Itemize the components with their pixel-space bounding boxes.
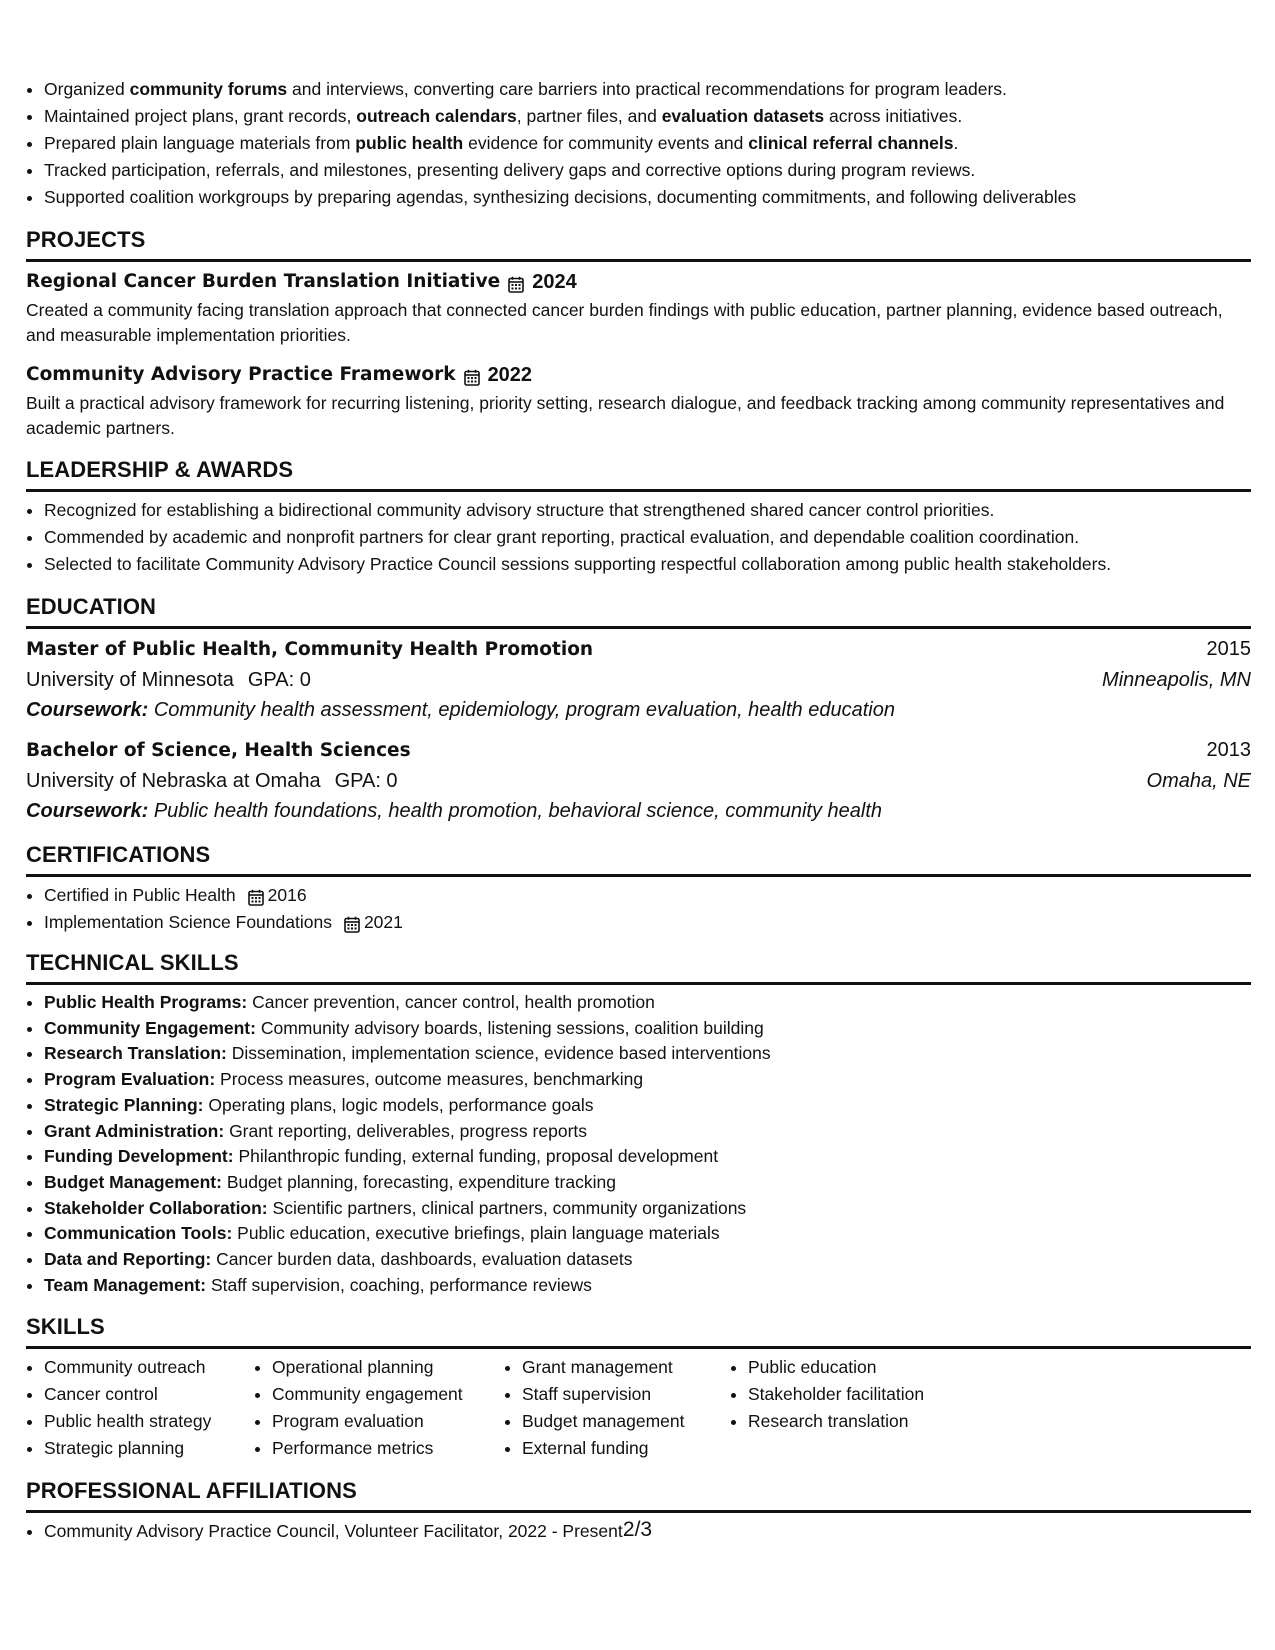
skill-item: • Stakeholder facilitation [748, 1381, 978, 1408]
education-header-row [26, 735, 1251, 766]
section-heading-certifications: CERTIFICATIONS [26, 840, 1251, 877]
coursework [26, 796, 1251, 826]
text-run: . [953, 133, 959, 153]
technical-skills-list [26, 990, 1251, 1298]
skills-column [504, 1354, 730, 1462]
certification [44, 909, 403, 936]
skills-section [26, 1312, 1251, 1462]
skills-column [254, 1354, 504, 1462]
certifications-list [26, 882, 1251, 936]
projects-list [26, 268, 1251, 441]
calendar-icon [248, 887, 264, 904]
skill-values: Dissemination, implementation science, evidence based interventions [231, 1043, 771, 1064]
technical-skill-item [44, 1221, 1251, 1247]
project-year: 2022 [487, 364, 533, 386]
skill-values: Budget planning, forecasting, expenditure tracking [226, 1171, 616, 1192]
school-name: University of Minnesota [26, 669, 234, 691]
bold-phrase: community forums [129, 79, 288, 99]
bold-phrase: public health [355, 133, 464, 153]
skill-values: Grant reporting, deliverables, progress reports [229, 1120, 588, 1141]
skill-item: • Program evaluation [272, 1408, 504, 1435]
technical-skill-item [44, 1067, 1251, 1093]
skill-item: • Grant management [522, 1354, 730, 1381]
technical-skill-item [44, 1016, 1251, 1042]
leadership-list [26, 497, 1251, 578]
page-number: 2/3 [622, 1518, 653, 1541]
resume-page [26, 76, 1251, 1545]
graduation-year: 2013 [1206, 739, 1251, 761]
project-title-row [26, 268, 1251, 296]
calendar-icon [508, 274, 524, 291]
skill-item: • Operational planning [272, 1354, 504, 1381]
skill-item: • Performance metrics [272, 1435, 504, 1462]
education-list [26, 634, 1251, 826]
skills-column [26, 1354, 254, 1462]
calendar-icon [344, 914, 360, 931]
section-heading-education: EDUCATION [26, 592, 1251, 629]
skill-item: • Staff supervision [522, 1381, 730, 1408]
section-heading-projects: PROJECTS [26, 225, 1251, 262]
skill-item: • External funding [522, 1435, 730, 1462]
experience-bullets [26, 76, 1251, 211]
technical-skill-item [44, 1119, 1251, 1145]
bold-phrase: evaluation datasets [661, 106, 825, 126]
skill-item: • Public education [748, 1354, 978, 1381]
section-heading-affiliations: PROFESSIONAL AFFILIATIONS [26, 1476, 1251, 1513]
section-heading-skills: SKILLS [26, 1312, 1251, 1349]
project-title: Community Advisory Practice Framework [26, 364, 456, 385]
certification-year: 2016 [267, 885, 307, 905]
list-item [44, 76, 1251, 103]
calendar-icon [464, 367, 480, 384]
skill-values: Staff supervision, coaching, performance reviews [210, 1274, 592, 1295]
education-school-row [26, 766, 1251, 796]
skill-category: Stakeholder Collaboration: [44, 1197, 268, 1218]
coursework-label: Coursework: [26, 699, 149, 721]
skill-item: • Strategic planning [44, 1435, 254, 1462]
section-heading-leadership: LEADERSHIP & AWARDS [26, 455, 1251, 492]
skill-category: Research Translation: [44, 1043, 227, 1064]
skill-values: Philanthropic funding, external funding, proposal development [238, 1146, 719, 1167]
text-run: and interviews, converting care barriers into practical recommendations for program leaders. [287, 79, 1007, 99]
education-section [26, 592, 1251, 826]
skill-item: • Research translation [748, 1408, 978, 1435]
skill-category: Budget Management: [44, 1171, 222, 1192]
education-entry [26, 735, 1251, 826]
coursework-label: Coursework: [26, 800, 149, 822]
education-header-row [26, 634, 1251, 665]
project-description: Created a community facing translation approach that connected cancer burden findings with public education, partner planning, evidence based outreach, and measurable implementation priorities. [26, 300, 1223, 345]
skill-category: Funding Development: [44, 1146, 234, 1167]
project-title-row [26, 361, 1251, 389]
certification-name: • Certified in Public Health [44, 885, 236, 905]
skill-values: Scientific partners, clinical partners, community organizations [272, 1197, 747, 1218]
coursework [26, 695, 1251, 725]
text-run: across initiatives. [824, 106, 963, 126]
skill-values: Cancer burden data, dashboards, evaluation datasets [216, 1249, 633, 1270]
education-school-row [26, 665, 1251, 695]
technical-skill-item [44, 1093, 1251, 1119]
skills-grid [26, 1354, 1251, 1462]
skill-category: Team Management: [44, 1274, 207, 1295]
skill-item: • Cancer control [44, 1381, 254, 1408]
skill-category: Data and Reporting: [44, 1249, 212, 1270]
skill-category: Grant Administration: [44, 1120, 225, 1141]
skill-values: Operating plans, logic models, performance goals [208, 1094, 594, 1115]
text-run: Maintained project plans, grant records, [44, 106, 357, 126]
list-item [44, 130, 1251, 157]
list-item: • Recognized for establishing a bidirectional community advisory structure that strengthened shared cancer control priorities. [44, 497, 1251, 524]
skills-column [730, 1354, 978, 1462]
certification-year: 2021 [363, 912, 403, 932]
education-entry [26, 634, 1251, 725]
skill-item: • Community engagement [272, 1381, 504, 1408]
technical-skills-section [26, 948, 1251, 1298]
text-run: evidence for community events and [463, 133, 749, 153]
list-item [44, 184, 1251, 211]
degree: Bachelor of Science, Health Sciences [26, 740, 411, 761]
school-location: Minneapolis, MN [1102, 669, 1251, 691]
skill-values: Community advisory boards, listening sessions, coalition building [260, 1017, 764, 1038]
certification [44, 882, 307, 909]
coursework-list: Community health assessment, epidemiology, program evaluation, health education [153, 699, 895, 721]
technical-skill-item [44, 1041, 1251, 1067]
text-run: Prepared plain language materials from [44, 133, 356, 153]
skill-category: Strategic Planning: [44, 1094, 204, 1115]
technical-skill-item [44, 1196, 1251, 1222]
skill-category: Community Engagement: [44, 1017, 256, 1038]
school-info [26, 766, 398, 796]
list-item: • Community Advisory Practice Council, Volunteer Facilitator, 2022 - Present [44, 1518, 1251, 1545]
skill-values: Public education, executive briefings, plain language materials [237, 1223, 720, 1244]
technical-skill-item [44, 1247, 1251, 1273]
list-item: • Commended by academic and nonprofit partners for clear grant reporting, practical evaluation, and dependable coalition coordination. [44, 524, 1251, 551]
skill-item: • Community outreach [44, 1354, 254, 1381]
skill-values: Cancer prevention, cancer control, health promotion [252, 992, 655, 1012]
school-info [26, 665, 311, 695]
list-item [44, 103, 1251, 130]
technical-skill-item [44, 1273, 1251, 1299]
technical-skill-item [44, 990, 1251, 1016]
text-run: Supported coalition workgroups by preparing agendas, synthesizing decisions, documenting commitments, and following deliverables [44, 187, 1077, 207]
text-run: Organized [44, 79, 130, 99]
school-name: University of Nebraska at Omaha [26, 770, 321, 792]
list-item: • Selected to facilitate Community Advisory Practice Council sessions supporting respectful collaboration among public health stakeholders. [44, 551, 1251, 578]
text-run: Tracked participation, referrals, and milestones, presenting delivery gaps and corrective options during program reviews. [44, 160, 976, 180]
skill-category: Communication Tools: [44, 1223, 233, 1244]
graduation-year: 2015 [1206, 638, 1251, 660]
project-year: 2024 [532, 271, 577, 293]
project-description: Built a practical advisory framework for recurring listening, priority setting, research dialogue, and feedback tracking among community representatives and academic partners. [26, 393, 1225, 438]
leadership-section [26, 455, 1251, 578]
bold-phrase: clinical referral channels [748, 133, 954, 153]
school-location: Omaha, NE [1146, 770, 1251, 792]
projects-section [26, 225, 1251, 441]
gpa: GPA: 0 [334, 770, 398, 792]
gpa: GPA: 0 [247, 669, 311, 691]
project-title: Regional Cancer Burden Translation Initiative [26, 271, 501, 292]
skill-values: Process measures, outcome measures, benchmarking [220, 1069, 644, 1090]
certification-item [44, 909, 1251, 936]
certification-name: • Implementation Science Foundations [44, 912, 332, 932]
bold-phrase: outreach calendars [356, 106, 517, 126]
technical-skill-item [44, 1170, 1251, 1196]
degree: Master of Public Health, Community Health Promotion [26, 639, 594, 660]
coursework-list: Public health foundations, health promotion, behavioral science, community health [153, 800, 883, 822]
list-item [44, 157, 1251, 184]
technical-skill-item [44, 1144, 1251, 1170]
section-heading-technical-skills: TECHNICAL SKILLS [26, 948, 1251, 985]
skill-item: • Public health strategy [44, 1408, 254, 1435]
skill-category: Program Evaluation: [44, 1069, 216, 1090]
text-run: , partner files, and [516, 106, 662, 126]
skill-category: Public Health Programs: [44, 992, 248, 1012]
certification-item [44, 882, 1251, 909]
skill-item: • Budget management [522, 1408, 730, 1435]
certifications-section [26, 840, 1251, 936]
